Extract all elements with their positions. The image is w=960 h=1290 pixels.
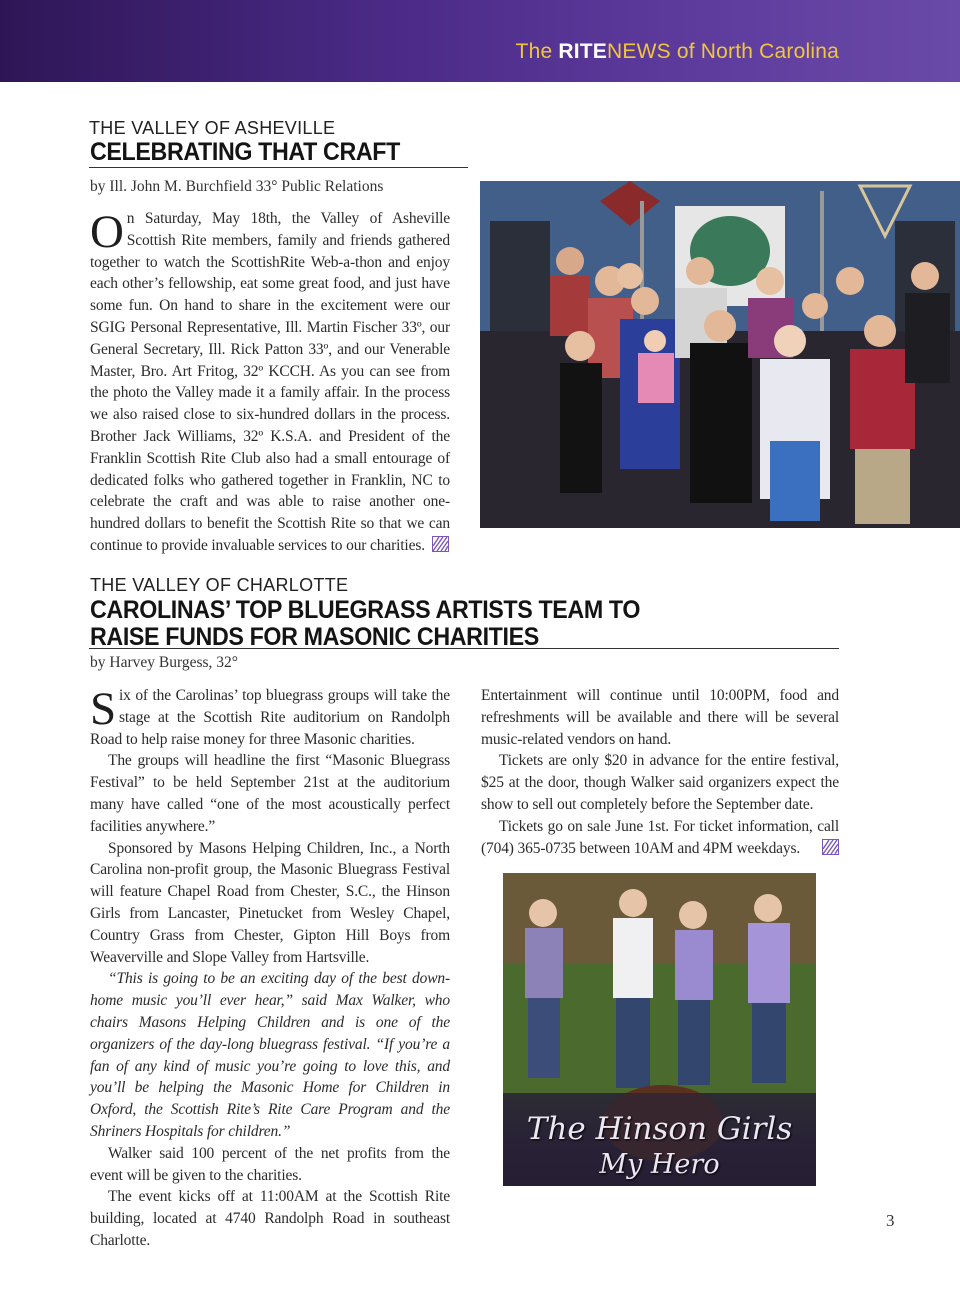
article2-headline-line1: CAROLINAS’ TOP BLUEGRASS ARTISTS TEAM TO — [90, 596, 641, 624]
asheville-group-photo — [480, 181, 960, 528]
masthead-title — [516, 40, 839, 64]
article2-byline: by Harvey Burgess, 32° — [90, 654, 238, 671]
end-mark-icon — [432, 536, 449, 552]
article2-column-right — [481, 685, 839, 859]
article2-kicker: THE VALLEY OF CHARLOTTE — [90, 575, 349, 595]
page-number: 3 — [886, 1211, 895, 1230]
album-title: The Hinson Girls — [526, 1111, 793, 1147]
article2-p1: ix of the Carolinas’ top bluegrass groups will take the stage at the Scottish Rite auditorium on Randolph Road to help raise money for three Masonic charities. — [90, 687, 450, 748]
masthead-rite: RITE — [558, 40, 608, 63]
masthead-banner — [0, 0, 960, 82]
article2-p2: The groups will headline the first “Masonic Bluegrass Festival” to be held September 21st at the auditorium many have called “one of the most acoustically perfect facilities anywhere.” — [90, 752, 450, 835]
article2-rule — [89, 648, 839, 649]
article2-p7: Entertainment will continue until 10:00PM, food and refreshments will be available and there will be several music-related vendors on hand. — [481, 687, 839, 748]
hinson-girls-album-cover — [503, 873, 816, 1186]
masthead-prefix: The — [515, 40, 559, 63]
article2-dropcap: S — [90, 683, 116, 735]
masthead-suffix: NEWS of North Carolina — [607, 40, 839, 63]
article2-p6: The event kicks off at 11:00AM at the Scottish Rite building, located at 4740 Randolph Road in southeast Charlotte. — [90, 1188, 450, 1249]
article1-text: n Saturday, May 18th, the Valley of Asheville Scottish Rite members, family and friends gathered together to watch the ScottishRite Web-a-thon and enjoy each other’s fellowship, eat some great food, and just have some fun. On hand to share in the excitement were our SGIG Personal Representative, Ill. Martin Fischer 33º, our General Secretary, Ill. Rick Patton 33º, and our Venerable Master, Bro. Art Fritog, 32º KCCH. As you can see from the photo the Valley made it a family affair. In the process we also raised close to six-hundred dollars in the process. Brother Jack Williams, 32º K.S.A. and President of the Franklin Scottish Rite Club also had a small entourage of dedicated folks who gathered together in Franklin, NC to celebrate the craft and was able to raise another one-hundred dollars to benefit the Scottish Rite so that we can continue to provide invaluable services to our charities. — [90, 210, 450, 554]
article2-p3: Sponsored by Masons Helping Children, Inc., a North Carolina non-profit group, the Masonic Bluegrass Festival will feature Chapel Road from Chester, S.C., the Hinson Girls from Lancaster, Pinetucket from Wesley Chapel, Country Grass from Chester, Gipton Hill Boys from Weaverville and Slope Valley from Hartsville. — [90, 839, 450, 966]
article2-p8: Tickets are only $20 in advance for the entire festival, $25 at the door, though Walker said organizers expect the show to sell out completely before the September date. — [481, 752, 839, 813]
article2-headline-line2: RAISE FUNDS FOR MASONIC CHARITIES — [90, 623, 539, 651]
article1-dropcap: O — [90, 206, 124, 258]
article1-headline: CELEBRATING THAT CRAFT — [90, 138, 400, 166]
article1-body — [90, 208, 450, 557]
album-subtitle: My Hero — [599, 1149, 720, 1180]
article2-p5: Walker said 100 percent of the net profits from the event will be given to the charities. — [90, 1144, 450, 1184]
article2-p9: Tickets go on sale June 1st. For ticket information, call (704) 365-0735 between 10AM and 4PM weekdays. — [481, 817, 839, 857]
article1-byline: by Ill. John M. Burchfield 33° Public Relations — [90, 178, 384, 195]
article2-p4: “This is going to be an exciting day of the best down-home music you’ll ever hear,” said Max Walker, who chairs Masons Helping Children and is one of the organizers of the day-long bluegrass festival. “If you’re a fan of any kind of music you’re going to love this, and you’ll be helping the Masonic Home for Children in Oxford, the Scottish Rite’s Rite Care Program and the Shriners Hospitals for children.” — [90, 970, 450, 1140]
article1-kicker: THE VALLEY OF ASHEVILLE — [89, 118, 336, 138]
article2-column-left — [90, 685, 450, 1252]
end-mark-icon — [822, 839, 839, 855]
article1-rule — [89, 167, 468, 168]
